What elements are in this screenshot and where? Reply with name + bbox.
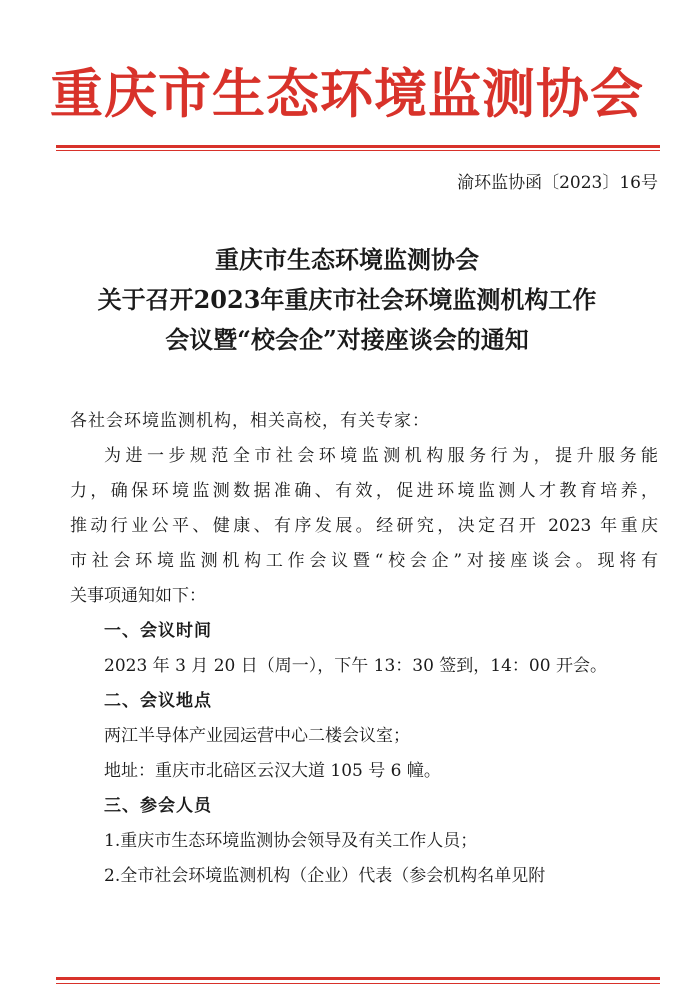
intro-line-2: 力，确保环境监测数据准确、有效，促进环境监测人才教育培养，	[70, 481, 658, 501]
footer-rule-thick	[56, 977, 660, 980]
letterhead-rule-thick	[56, 145, 660, 148]
document-number: 渝环监协函〔2023〕16号	[457, 173, 658, 193]
section-heading-location: 二、会议地点	[104, 691, 212, 711]
footer-rule-thin	[56, 983, 660, 984]
section-heading-attendees: 三、参会人员	[104, 796, 212, 816]
letterhead-org-name: 重庆市生态环境监测协会	[50, 64, 644, 125]
salutation: 各社会环境监测机构，相关高校，有关专家：	[70, 411, 430, 431]
intro-line-3: 推动行业公平、健康、有序发展。经研究，决定召开 2023 年重庆	[70, 516, 658, 536]
intro-line-4: 市社会环境监测机构工作会议暨“校会企”对接座谈会。现将有	[70, 551, 658, 571]
title-line-1: 重庆市生态环境监测协会	[215, 245, 479, 274]
section-location-line-1: 两江半导体产业园运营中心二楼会议室；	[104, 726, 410, 746]
document-body	[70, 404, 658, 894]
section-attendees-line-2: 2.全市社会环境监测机构（企业）代表（参会机构名单见附	[104, 866, 546, 886]
section-location-line-2: 地址：重庆市北碚区云汉大道 105 号 6 幢。	[104, 761, 441, 781]
intro-line-5: 关事项通知如下：	[70, 586, 206, 606]
intro-line-1: 为进一步规范全市社会环境监测机构服务行为，提升服务能	[104, 446, 658, 466]
section-heading-time: 一、会议时间	[104, 621, 212, 641]
title-line-2: 关于召开2023年重庆市社会环境监测机构工作	[97, 285, 597, 314]
section-attendees-line-1: 1.重庆市生态环境监测协会领导及有关工作人员；	[104, 831, 478, 851]
letterhead-rule-thin	[56, 150, 660, 151]
section-time-line-1: 2023 年 3 月 20 日（周一），下午 13：30 签到，14：00 开会。	[104, 656, 607, 676]
document-title	[0, 240, 694, 360]
title-line-3: 会议暨“校会企”对接座谈会的通知	[165, 325, 529, 354]
